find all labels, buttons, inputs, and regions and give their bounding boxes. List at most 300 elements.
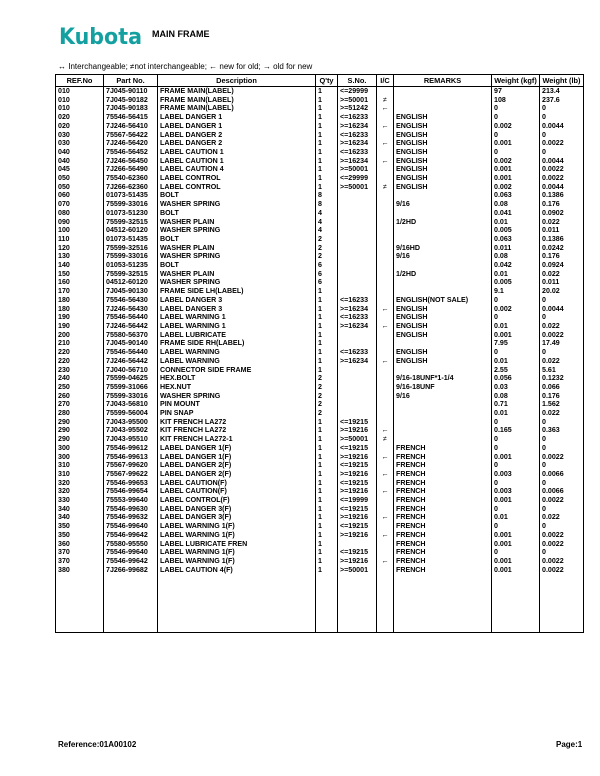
cell-remarks: FRENCH xyxy=(394,557,492,566)
cell-qty: 1 xyxy=(316,426,338,435)
table-row xyxy=(56,322,584,331)
cell-serial-no: >=16234 xyxy=(338,122,377,131)
cell-part-no: 75546-99654 xyxy=(104,487,158,496)
cell-remarks: 9/16 xyxy=(394,252,492,261)
cell-description: LABEL WARNING 1(F) xyxy=(158,531,316,540)
cell-weight-lb: 0.0902 xyxy=(540,209,584,218)
table-row xyxy=(56,566,584,575)
cell-ref-no: 080 xyxy=(56,209,104,218)
cell-part-no: 75546-99642 xyxy=(104,531,158,540)
cell-ref-no: 040 xyxy=(56,157,104,166)
cell-weight-lb: 0.011 xyxy=(540,278,584,287)
cell-remarks: ENGLISH xyxy=(394,139,492,148)
cell-ic xyxy=(377,540,394,549)
cell-qty: 6 xyxy=(316,278,338,287)
cell-qty: 1 xyxy=(316,96,338,105)
cell-ic xyxy=(377,331,394,340)
cell-ic xyxy=(377,366,394,375)
cell-description: LABEL WARNING 1(F) xyxy=(158,557,316,566)
cell-qty: 1 xyxy=(316,322,338,331)
cell-ref-no: 310 xyxy=(56,470,104,479)
cell-description: WASHER SPRING xyxy=(158,226,316,235)
cell-remarks: ENGLISH xyxy=(394,122,492,131)
cell-remarks xyxy=(394,278,492,287)
table-row xyxy=(56,296,584,305)
cell-ic xyxy=(377,548,394,557)
cell-description: LABEL DANGER 1 xyxy=(158,122,316,131)
cell-weight-kgf: 0 xyxy=(492,104,540,113)
cell-remarks: ENGLISH xyxy=(394,305,492,314)
cell-qty: 1 xyxy=(316,113,338,122)
table-row xyxy=(56,96,584,105)
cell-part-no: 7J045-90140 xyxy=(104,339,158,348)
cell-serial-no xyxy=(338,409,377,418)
cell-weight-lb: 20.02 xyxy=(540,287,584,296)
table-row xyxy=(56,487,584,496)
cell-description: WASHER SPRING xyxy=(158,252,316,261)
page-number: Page:1 xyxy=(556,740,583,749)
cell-part-no: 75599-32515 xyxy=(104,270,158,279)
cell-ic xyxy=(377,392,394,401)
cell-qty: 1 xyxy=(316,566,338,575)
cell-part-no: 7J266-62360 xyxy=(104,183,158,192)
cell-qty: 2 xyxy=(316,235,338,244)
cell-weight-lb: 0.0044 xyxy=(540,122,584,131)
col-header-serial-no: S.No. xyxy=(338,75,377,87)
cell-remarks: ENGLISH xyxy=(394,313,492,322)
cell-remarks xyxy=(394,96,492,105)
cell-description: LABEL WARNING 1(F) xyxy=(158,522,316,531)
cell-weight-lb: 0.0022 xyxy=(540,331,584,340)
cell-weight-kgf: 0.005 xyxy=(492,226,540,235)
cell-description: FRAME MAIN(LABEL) xyxy=(158,104,316,113)
cell-weight-kgf: 0 xyxy=(492,348,540,357)
cell-serial-no xyxy=(338,218,377,227)
cell-remarks: 9/16HD xyxy=(394,244,492,253)
table-row xyxy=(56,348,584,357)
table-row xyxy=(56,200,584,209)
cell-ref-no: 030 xyxy=(56,139,104,148)
cell-description: BOLT xyxy=(158,261,316,270)
cell-description: LABEL DANGER 3 xyxy=(158,305,316,314)
cell-description: LABEL LUBRICATE xyxy=(158,331,316,340)
cell-ref-no: 320 xyxy=(56,479,104,488)
cell-weight-kgf: 0 xyxy=(492,505,540,514)
cell-description: PIN SNAP xyxy=(158,409,316,418)
cell-serial-no: >=50001 xyxy=(338,165,377,174)
cell-qty: 6 xyxy=(316,261,338,270)
cell-description: WASHER SPRING xyxy=(158,200,316,209)
cell-serial-no: >=50001 xyxy=(338,566,377,575)
cell-ref-no: 300 xyxy=(56,453,104,462)
cell-weight-kgf: 0.041 xyxy=(492,209,540,218)
cell-qty: 1 xyxy=(316,479,338,488)
cell-serial-no xyxy=(338,209,377,218)
cell-description: LABEL WARNING xyxy=(158,357,316,366)
cell-weight-lb: 0.0022 xyxy=(540,453,584,462)
table-row xyxy=(56,505,584,514)
cell-weight-kgf: 0.011 xyxy=(492,244,540,253)
table-filler-row xyxy=(56,574,584,633)
cell-qty: 1 xyxy=(316,366,338,375)
table-row xyxy=(56,548,584,557)
kubota-logo xyxy=(58,23,143,49)
col-header-weight-kgf: Weight (kgf) xyxy=(492,75,540,87)
cell-qty: 1 xyxy=(316,104,338,113)
cell-ref-no: 160 xyxy=(56,278,104,287)
cell-remarks: 1/2HD xyxy=(394,270,492,279)
cell-part-no: 75599-32515 xyxy=(104,218,158,227)
cell-weight-kgf: 0.042 xyxy=(492,261,540,270)
cell-qty: 2 xyxy=(316,409,338,418)
cell-ic: ≠ xyxy=(377,96,394,105)
cell-ic: ← xyxy=(377,513,394,522)
cell-part-no: 01073-51230 xyxy=(104,209,158,218)
cell-ic xyxy=(377,444,394,453)
cell-remarks: ENGLISH xyxy=(394,183,492,192)
cell-weight-lb: 0.176 xyxy=(540,392,584,401)
cell-qty: 1 xyxy=(316,174,338,183)
cell-remarks: 1/2HD xyxy=(394,218,492,227)
cell-description: LABEL DANGER 3(F) xyxy=(158,513,316,522)
table-row xyxy=(56,183,584,192)
cell-weight-lb: 0 xyxy=(540,444,584,453)
table-row xyxy=(56,366,584,375)
empty-cell xyxy=(158,574,316,633)
cell-ic: ← xyxy=(377,470,394,479)
cell-serial-no: >=16234 xyxy=(338,305,377,314)
col-header-description: Description xyxy=(158,75,316,87)
table-row xyxy=(56,557,584,566)
cell-qty: 1 xyxy=(316,183,338,192)
cell-part-no: 7J266-56490 xyxy=(104,165,158,174)
cell-part-no: 75546-99642 xyxy=(104,557,158,566)
cell-qty: 1 xyxy=(316,139,338,148)
cell-qty: 1 xyxy=(316,296,338,305)
cell-weight-lb: 0.022 xyxy=(540,513,584,522)
cell-remarks: ENGLISH(NOT SALE) xyxy=(394,296,492,305)
table-row xyxy=(56,426,584,435)
cell-description: WASHER SPRING xyxy=(158,392,316,401)
cell-weight-kgf: 7.95 xyxy=(492,339,540,348)
cell-ref-no: 010 xyxy=(56,96,104,105)
cell-weight-lb: 0 xyxy=(540,505,584,514)
cell-weight-kgf: 0 xyxy=(492,479,540,488)
cell-ref-no: 040 xyxy=(56,148,104,157)
cell-ic xyxy=(377,479,394,488)
cell-ref-no: 110 xyxy=(56,235,104,244)
cell-remarks: FRENCH xyxy=(394,444,492,453)
cell-serial-no: <=29999 xyxy=(338,174,377,183)
cell-ref-no: 370 xyxy=(56,557,104,566)
cell-weight-lb: 0 xyxy=(540,548,584,557)
table-row xyxy=(56,392,584,401)
cell-remarks: FRENCH xyxy=(394,487,492,496)
table-row xyxy=(56,278,584,287)
cell-weight-lb: 0 xyxy=(540,435,584,444)
cell-qty: 4 xyxy=(316,218,338,227)
cell-weight-lb: 0 xyxy=(540,461,584,470)
cell-ref-no: 045 xyxy=(56,165,104,174)
empty-cell xyxy=(104,574,158,633)
col-header-ic: I/C xyxy=(377,75,394,87)
cell-qty: 1 xyxy=(316,313,338,322)
cell-serial-no xyxy=(338,261,377,270)
cell-ic xyxy=(377,226,394,235)
cell-ref-no: 150 xyxy=(56,270,104,279)
cell-weight-kgf: 97 xyxy=(492,87,540,96)
cell-weight-kgf: 0.002 xyxy=(492,305,540,314)
cell-weight-lb: 0.0022 xyxy=(540,496,584,505)
cell-ref-no: 090 xyxy=(56,218,104,227)
cell-weight-lb: 0 xyxy=(540,348,584,357)
cell-qty: 1 xyxy=(316,557,338,566)
cell-weight-lb: 237.6 xyxy=(540,96,584,105)
cell-weight-kgf: 2.55 xyxy=(492,366,540,375)
cell-weight-lb: 0.066 xyxy=(540,383,584,392)
cell-ref-no: 180 xyxy=(56,305,104,314)
cell-weight-kgf: 0 xyxy=(492,113,540,122)
cell-ref-no: 100 xyxy=(56,226,104,235)
cell-ref-no: 380 xyxy=(56,566,104,575)
cell-weight-lb: 0.0044 xyxy=(540,183,584,192)
cell-ref-no: 200 xyxy=(56,331,104,340)
cell-ref-no: 070 xyxy=(56,200,104,209)
cell-part-no: 7J043-95502 xyxy=(104,426,158,435)
cell-ic: ← xyxy=(377,139,394,148)
cell-weight-lb: 0.176 xyxy=(540,252,584,261)
cell-part-no: 75553-99640 xyxy=(104,496,158,505)
cell-remarks: FRENCH xyxy=(394,513,492,522)
empty-cell xyxy=(56,574,104,633)
cell-weight-lb: 0.0022 xyxy=(540,557,584,566)
cell-part-no: 7J043-95500 xyxy=(104,418,158,427)
cell-serial-no xyxy=(338,226,377,235)
cell-ic xyxy=(377,200,394,209)
table-row xyxy=(56,496,584,505)
cell-weight-kgf: 0 xyxy=(492,418,540,427)
table-row xyxy=(56,305,584,314)
cell-remarks: 9/16 xyxy=(394,392,492,401)
table-row xyxy=(56,479,584,488)
cell-serial-no xyxy=(338,278,377,287)
cell-weight-kgf: 0 xyxy=(492,435,540,444)
cell-qty: 8 xyxy=(316,191,338,200)
table-row xyxy=(56,374,584,383)
cell-weight-kgf: 0.001 xyxy=(492,540,540,549)
cell-serial-no: >=16234 xyxy=(338,357,377,366)
cell-ic xyxy=(377,400,394,409)
cell-serial-no: >=19216 xyxy=(338,487,377,496)
cell-description: BOLT xyxy=(158,191,316,200)
empty-cell xyxy=(338,574,377,633)
cell-description: LABEL WARNING 1(F) xyxy=(158,548,316,557)
cell-remarks xyxy=(394,104,492,113)
table-row xyxy=(56,409,584,418)
cell-part-no: 75599-04625 xyxy=(104,374,158,383)
cell-qty: 2 xyxy=(316,374,338,383)
cell-weight-lb: 0 xyxy=(540,313,584,322)
table-row xyxy=(56,461,584,470)
cell-ic xyxy=(377,131,394,140)
cell-weight-kgf: 0 xyxy=(492,313,540,322)
cell-weight-kgf: 0.001 xyxy=(492,139,540,148)
cell-ic xyxy=(377,270,394,279)
cell-ic xyxy=(377,113,394,122)
table-row xyxy=(56,157,584,166)
cell-ic xyxy=(377,418,394,427)
cell-ref-no: 250 xyxy=(56,383,104,392)
cell-ic xyxy=(377,165,394,174)
cell-qty: 1 xyxy=(316,305,338,314)
cell-part-no: 7J045-90183 xyxy=(104,104,158,113)
cell-remarks xyxy=(394,418,492,427)
cell-weight-kgf: 0 xyxy=(492,296,540,305)
cell-ref-no: 190 xyxy=(56,322,104,331)
cell-part-no: 75567-99622 xyxy=(104,470,158,479)
cell-description: CONNECTOR SIDE FRAME xyxy=(158,366,316,375)
cell-serial-no: >=50001 xyxy=(338,183,377,192)
table-row xyxy=(56,444,584,453)
cell-serial-no xyxy=(338,400,377,409)
cell-ref-no: 290 xyxy=(56,426,104,435)
cell-weight-kgf: 0.01 xyxy=(492,270,540,279)
cell-serial-no xyxy=(338,383,377,392)
cell-remarks xyxy=(394,339,492,348)
table-row xyxy=(56,435,584,444)
table-row xyxy=(56,218,584,227)
cell-remarks: FRENCH xyxy=(394,548,492,557)
cell-serial-no xyxy=(338,331,377,340)
cell-weight-kgf: 9.1 xyxy=(492,287,540,296)
cell-ic xyxy=(377,566,394,575)
table-row xyxy=(56,531,584,540)
cell-remarks: ENGLISH xyxy=(394,131,492,140)
cell-ic xyxy=(377,313,394,322)
cell-ic xyxy=(377,261,394,270)
cell-description: LABEL WARNING 1 xyxy=(158,313,316,322)
cell-weight-kgf: 0.002 xyxy=(492,157,540,166)
cell-ic: ← xyxy=(377,322,394,331)
cell-ic xyxy=(377,339,394,348)
cell-remarks: ENGLISH xyxy=(394,322,492,331)
cell-weight-lb: 0.0022 xyxy=(540,165,584,174)
table-row xyxy=(56,87,584,96)
cell-remarks xyxy=(394,426,492,435)
cell-remarks: FRENCH xyxy=(394,496,492,505)
cell-ic xyxy=(377,191,394,200)
cell-ic: ← xyxy=(377,357,394,366)
cell-ref-no: 360 xyxy=(56,540,104,549)
cell-serial-no: >=16234 xyxy=(338,157,377,166)
cell-remarks: FRENCH xyxy=(394,505,492,514)
cell-ic xyxy=(377,383,394,392)
cell-part-no: 7J045-90130 xyxy=(104,287,158,296)
cell-part-no: 75546-99612 xyxy=(104,444,158,453)
cell-ref-no: 260 xyxy=(56,392,104,401)
cell-description: LABEL CAUTION 4 xyxy=(158,165,316,174)
cell-serial-no: <=29999 xyxy=(338,87,377,96)
svg-text:Kubota: Kubota xyxy=(59,25,142,49)
col-header-remarks: REMARKS xyxy=(394,75,492,87)
cell-part-no: 75546-99640 xyxy=(104,548,158,557)
cell-serial-no: <=16233 xyxy=(338,348,377,357)
cell-part-no: 7J246-56442 xyxy=(104,322,158,331)
cell-ic xyxy=(377,505,394,514)
cell-weight-lb: 0.022 xyxy=(540,218,584,227)
cell-weight-kgf: 0.063 xyxy=(492,191,540,200)
cell-remarks: FRENCH xyxy=(394,540,492,549)
cell-weight-kgf: 0.001 xyxy=(492,531,540,540)
cell-weight-lb: 0.0066 xyxy=(540,487,584,496)
cell-remarks: FRENCH xyxy=(394,479,492,488)
cell-serial-no: <=19215 xyxy=(338,461,377,470)
cell-description: KIT FRENCH LA272 xyxy=(158,426,316,435)
cell-weight-lb: 5.61 xyxy=(540,366,584,375)
cell-serial-no: >=16234 xyxy=(338,139,377,148)
cell-part-no: 75546-56440 xyxy=(104,348,158,357)
cell-serial-no xyxy=(338,252,377,261)
col-header-qty: Q'ty xyxy=(316,75,338,87)
table-row xyxy=(56,139,584,148)
cell-qty: 1 xyxy=(316,357,338,366)
cell-part-no: 75580-56370 xyxy=(104,331,158,340)
cell-ic xyxy=(377,287,394,296)
cell-ic: ≠ xyxy=(377,183,394,192)
cell-weight-kgf: 0 xyxy=(492,548,540,557)
table-row xyxy=(56,313,584,322)
cell-part-no: 75567-99620 xyxy=(104,461,158,470)
col-header-part-no: Part No. xyxy=(104,75,158,87)
cell-ic: ← xyxy=(377,122,394,131)
cell-description: LABEL WARNING xyxy=(158,348,316,357)
cell-qty: 1 xyxy=(316,348,338,357)
cell-part-no: 75599-33016 xyxy=(104,392,158,401)
cell-description: WASHER PLAIN xyxy=(158,270,316,279)
cell-qty: 1 xyxy=(316,548,338,557)
cell-serial-no: >=51242 xyxy=(338,104,377,113)
cell-ref-no: 010 xyxy=(56,87,104,96)
cell-part-no: 7J246-56442 xyxy=(104,357,158,366)
cell-weight-kgf: 0.063 xyxy=(492,235,540,244)
cell-weight-lb: 0.1386 xyxy=(540,191,584,200)
cell-remarks xyxy=(394,400,492,409)
table-row xyxy=(56,131,584,140)
cell-description: LABEL CAUTION 1 xyxy=(158,148,316,157)
cell-part-no: 75599-31066 xyxy=(104,383,158,392)
cell-ref-no: 050 xyxy=(56,183,104,192)
cell-remarks: FRENCH xyxy=(394,522,492,531)
cell-weight-lb: 0 xyxy=(540,113,584,122)
cell-remarks: ENGLISH xyxy=(394,174,492,183)
cell-qty: 2 xyxy=(316,383,338,392)
cell-qty: 2 xyxy=(316,252,338,261)
cell-ic xyxy=(377,496,394,505)
cell-ic xyxy=(377,244,394,253)
table-row xyxy=(56,513,584,522)
cell-part-no: 7J246-56410 xyxy=(104,122,158,131)
cell-weight-kgf: 0 xyxy=(492,522,540,531)
cell-weight-lb: 0.0924 xyxy=(540,261,584,270)
cell-description: FRAME MAIN(LABEL) xyxy=(158,96,316,105)
cell-weight-lb: 213.4 xyxy=(540,87,584,96)
parts-table-body xyxy=(56,87,584,633)
cell-serial-no: <=19215 xyxy=(338,479,377,488)
cell-serial-no: >=19216 xyxy=(338,531,377,540)
cell-weight-kgf: 0 xyxy=(492,131,540,140)
cell-qty: 2 xyxy=(316,244,338,253)
cell-weight-lb: 0.1232 xyxy=(540,374,584,383)
